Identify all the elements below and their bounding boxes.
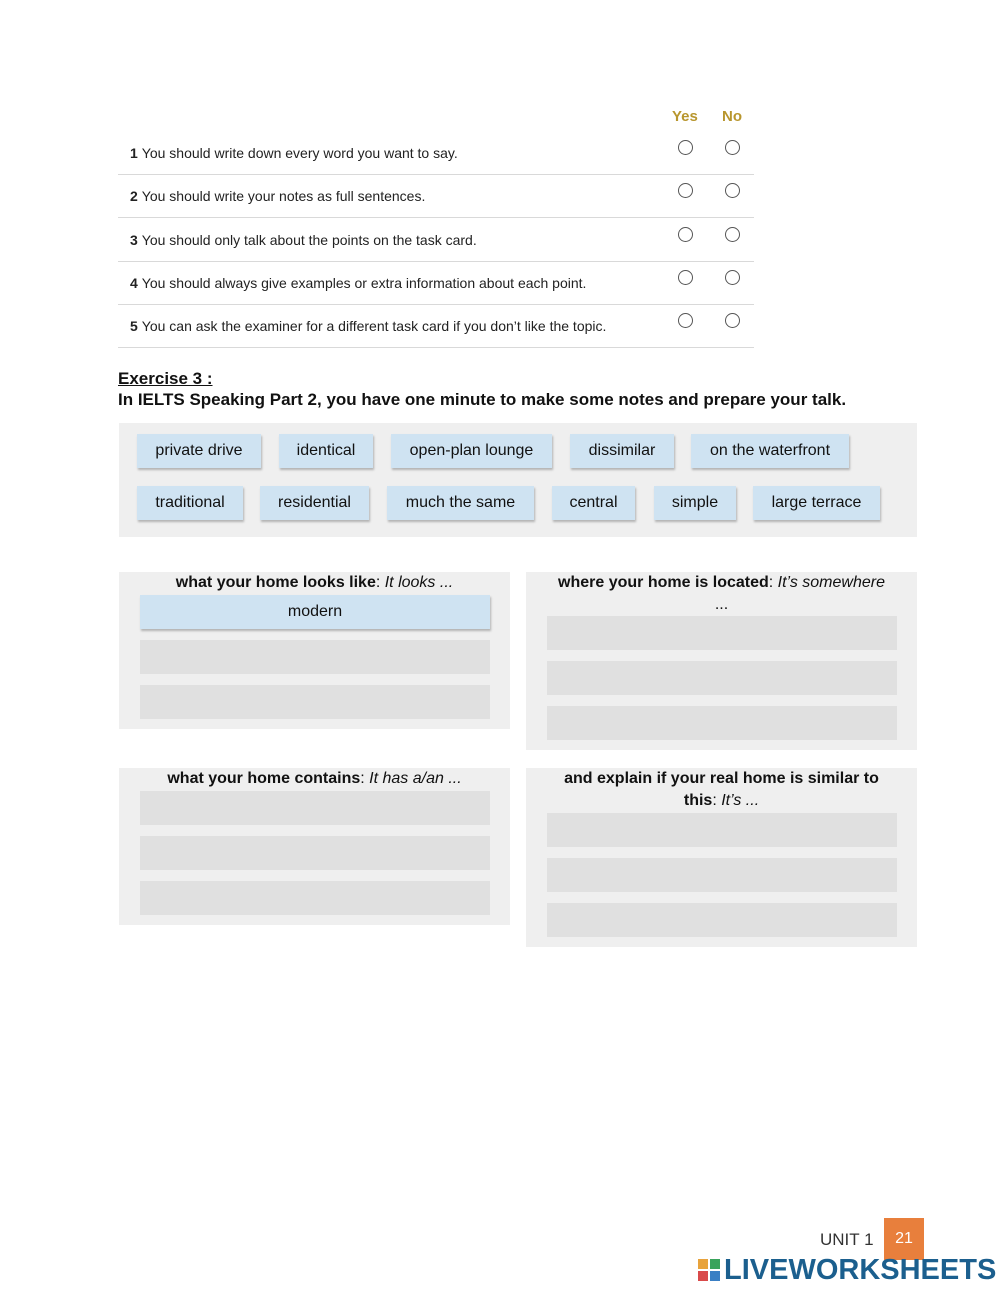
question-number: 2 [130, 188, 138, 204]
quiz-row-5 [118, 304, 754, 348]
panel-title: and explain if your real home is similar to this: It’s ... [564, 770, 879, 809]
drop-panel-contains [119, 768, 510, 925]
word-chip[interactable]: open-plan lounge [391, 434, 552, 468]
drop-panel-looks [119, 572, 510, 729]
question-number: 5 [130, 318, 138, 334]
word-bank [119, 423, 917, 537]
exercise-title: Exercise 3 : [118, 369, 213, 388]
drop-panel-similar [526, 768, 917, 947]
no-column-header: No [722, 108, 742, 125]
drop-slot[interactable] [547, 813, 897, 847]
word-chip[interactable]: dissimilar [570, 434, 674, 468]
drop-slot-filled[interactable]: modern [140, 595, 490, 629]
word-chip[interactable]: large terrace [753, 486, 880, 520]
panel-title: where your home is located: It’s somewhere ... [558, 574, 885, 613]
no-radio-3[interactable] [725, 227, 740, 242]
word-chip[interactable]: central [552, 486, 635, 520]
question-text: You should always give examples or extra information about each point. [141, 275, 587, 291]
quiz-row-1 [118, 131, 754, 175]
drop-panel-located [526, 572, 917, 750]
word-chip[interactable]: simple [654, 486, 736, 520]
no-radio-1[interactable] [725, 140, 740, 155]
drop-slot[interactable] [140, 640, 490, 674]
quiz-row-3 [118, 218, 754, 262]
word-chip[interactable]: traditional [137, 486, 243, 520]
drop-slot[interactable] [547, 661, 897, 695]
question-number: 3 [130, 232, 138, 248]
drop-slot[interactable] [547, 706, 897, 740]
drop-slot[interactable] [140, 836, 490, 870]
question-text: You should write your notes as full sentences. [141, 188, 426, 204]
quiz-row-2 [118, 174, 754, 218]
word-chip[interactable]: identical [279, 434, 373, 468]
drop-slot[interactable] [547, 616, 897, 650]
drop-slot[interactable] [140, 881, 490, 915]
drop-slot[interactable] [547, 858, 897, 892]
yes-column-header: Yes [672, 108, 698, 125]
word-chip[interactable]: residential [260, 486, 369, 520]
no-radio-5[interactable] [725, 313, 740, 328]
exercise-instruction: In IELTS Speaking Part 2, you have one minute to make some notes and prepare your talk. [118, 390, 847, 409]
brand-name: LIVEWORKSHEETS [724, 1253, 997, 1286]
unit-label: UNIT 1 [820, 1230, 874, 1249]
page-number-badge: 21 [884, 1218, 924, 1260]
yes-radio-2[interactable] [678, 183, 693, 198]
no-radio-4[interactable] [725, 270, 740, 285]
word-chip[interactable]: on the waterfront [691, 434, 849, 468]
word-chip[interactable]: much the same [387, 486, 534, 520]
no-radio-2[interactable] [725, 183, 740, 198]
word-chip[interactable]: private drive [137, 434, 261, 468]
question-text: You can ask the examiner for a different task card if you don’t like the topic. [141, 318, 607, 334]
question-number: 1 [130, 145, 138, 161]
drop-slot[interactable] [547, 903, 897, 937]
question-text: You should only talk about the points on the task card. [141, 232, 477, 248]
quiz-row-4 [118, 261, 754, 305]
drop-slot[interactable] [140, 685, 490, 719]
yes-radio-4[interactable] [678, 270, 693, 285]
drop-slot[interactable] [140, 791, 490, 825]
yes-radio-1[interactable] [678, 140, 693, 155]
yes-radio-3[interactable] [678, 227, 693, 242]
liveworksheets-logo [698, 1253, 996, 1287]
brand-mark-icon [698, 1259, 720, 1281]
question-number: 4 [130, 275, 138, 291]
panel-title: what your home contains: It has a/an ... [167, 770, 462, 787]
yes-radio-5[interactable] [678, 313, 693, 328]
panel-title: what your home looks like: It looks ... [175, 574, 454, 591]
question-text: You should write down every word you want to say. [141, 145, 458, 161]
